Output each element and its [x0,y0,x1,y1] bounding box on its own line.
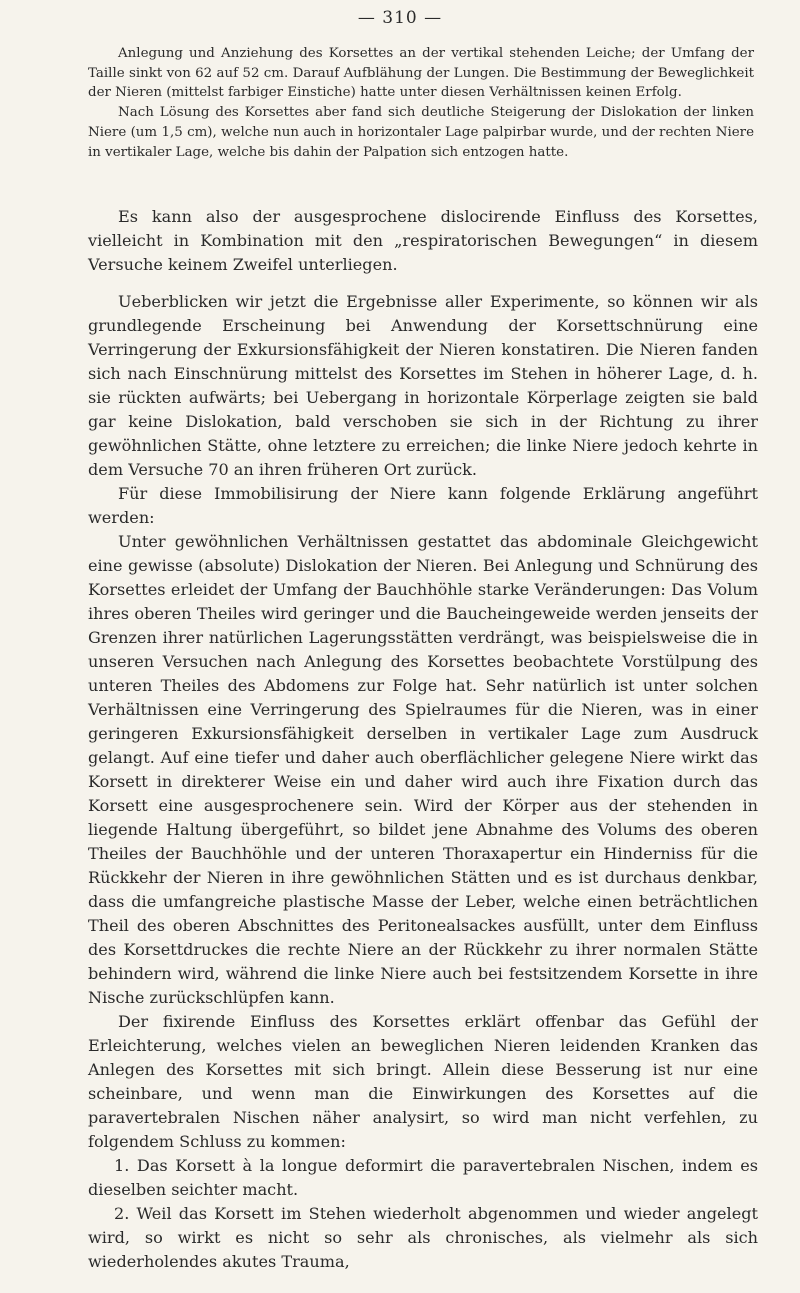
page-number: — 310 — [357,8,443,28]
protocol-block [88,44,754,162]
protocol-paragraph: Anlegung und Anziehung des Korsettes an der vertikal stehenden Leiche; der Umfang der Taille sinkt von 62 auf 52 cm. Darauf Aufblähung der Lungen. Die Bestimmung der Beweglichkeit der Nieren (mittelst farbiger Einstiche) hatte unter diesen Verhältnissen keinen Erfolg. [88,46,754,101]
numbered-item: 1. Das Korsett à la longue deformirt die paravertebralen Nischen, indem es dieselben seichter macht. [88,1156,758,1199]
protocol-paragraph: Nach Lösung des Korsettes aber fand sich deutliche Steigerung der Dislokation der linken Niere (um 1,5 cm), welche nun auch in horizontaler Lage palpirbar wurde, und der rechten Niere in vertikaler Lage, welche bis dahin der Palpation sich entzogen hatte. [88,105,754,160]
numbered-item: 2. Weil das Korsett im Stehen wiederholt abgenommen und wieder angelegt wird, so wirkt es nicht so sehr als chronisches, als vielmehr als sich wiederholendes akutes Trauma, [88,1204,758,1271]
body-paragraph: Der fixirende Einfluss des Korsettes erklärt offenbar das Gefühl der Erleichterung, welches vielen an beweglichen Nieren leidenden Kranken das Anlegen des Korsettes mit sich bringt. Allein diese Besserung ist nur eine scheinbare, und wenn man die Einwirkungen des Korsettes auf die paravertebralen Nischen näher analysirt, so wird man nicht verfehlen, zu folgendem Schluss zu kommen: [88,1012,758,1151]
main-text [88,205,758,1274]
body-paragraph: Ueberblicken wir jetzt die Ergebnisse aller Experimente, so können wir als grundlegende Erscheinung bei Anwendung der Korsettschnürung eine Verringerung der Exkursionsfähigkeit der Nieren konstatiren. Die Nieren fanden sich nach Einschnürung mittelst des Korsettes im Stehen in höherer Lage, d. h. sie rückten aufwärts; bei Uebergang in horizontale Körperlage zeigten sie bald gar keine Dislokation, bald verschoben sie sich in der Richtung zu ihrer gewöhnlichen Stätte, ohne letztere zu erreichen; die linke Niere jedoch kehrte in dem Versuche 70 an ihren früheren Ort zurück. [88,292,758,479]
body-paragraph: Es kann also der ausgesprochene dislocirende Einfluss des Korsettes, vielleicht in Kombination mit den „respiratorischen Bewegungen“ in diesem Versuche keinem Zweifel unterliegen. [88,207,758,274]
body-paragraph: Für diese Immobilisirung der Niere kann folgende Erklärung angeführt werden: [88,484,758,527]
body-paragraph: Unter gewöhnlichen Verhältnissen gestattet das abdominale Gleichgewicht eine gewisse (absolute) Dislokation der Nieren. Bei Anlegung und Schnürung des Korsettes erleidet der Umfang der Bauchhöhle starke Veränderungen: Das Volum ihres oberen Theiles wird geringer und die Baucheingeweide werden jenseits der Grenzen ihrer natürlichen Lagerungsstätten verdrängt, was beispielsweise die in unseren Versuchen nach Anlegung des Korsettes beobachtete Vorstülpung des unteren Theiles des Abdomens zur Folge hat. Sehr natürlich ist unter solchen Verhältnissen eine Verringerung des Spielraumes für die Nieren, was in einer geringeren Exkursionsfähigkeit derselben in vertikaler Lage zum Ausdruck gelangt. Auf eine tiefer und daher auch oberflächlicher gelegene Niere wirkt das Korsett in direkterer Weise ein und daher wird auch ihre Fixation durch das Korsett eine ausgesprochenere sein. Wird der Körper aus der stehenden in liegende Haltung übergeführt, so bildet jene Abnahme des Volums des oberen Theiles der Bauchhöhle und der unteren Thoraxapertur ein Hinderniss für die Rückkehr der Nieren in ihre gewöhnlichen Stätten und es ist durchaus denkbar, dass die umfangreiche plastische Masse der Leber, welche einen beträchtlichen Theil des oberen Abschnittes des Peritonealsackes ausfüllt, unter dem Einfluss des Korsettdruckes die rechte Niere an der Rückkehr zu ihrer normalen Stätte behindern wird, während die linke Niere auch bei festsitzendem Korsette in ihre Nische zurückschlüpfen kann. [88,532,758,1007]
